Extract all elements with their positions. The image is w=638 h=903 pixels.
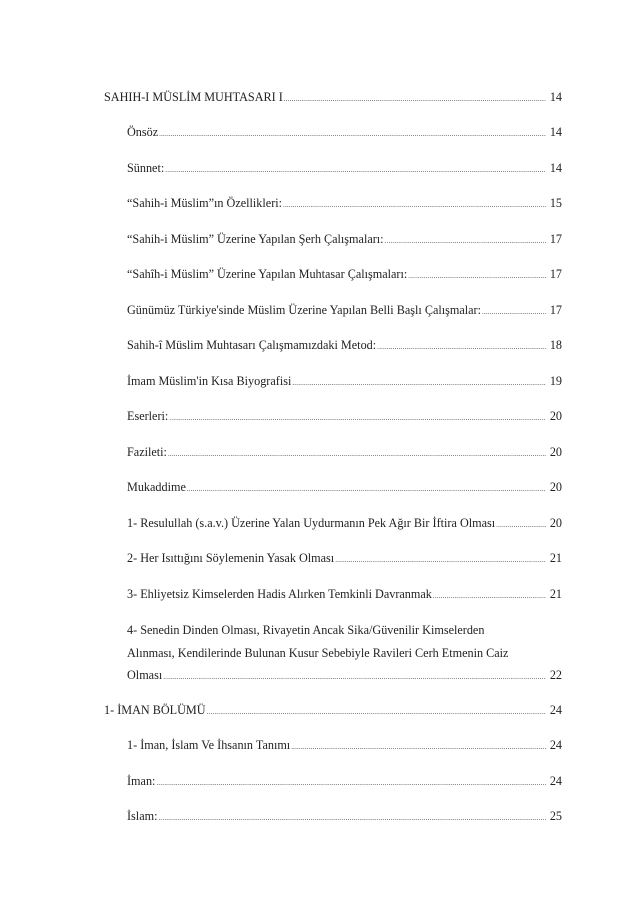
toc-entry-title: Önsöz [127, 125, 159, 139]
toc-entry[interactable] [127, 808, 562, 826]
toc-page-number: 20 [549, 445, 562, 459]
toc-entry[interactable] [127, 586, 562, 604]
toc-page-number: 20 [549, 516, 562, 530]
toc-entry[interactable] [127, 550, 562, 568]
toc-entry[interactable] [127, 302, 562, 320]
toc-page-number: 15 [549, 196, 562, 210]
toc-entry[interactable] [104, 702, 562, 720]
toc-entry-title: İman: [127, 774, 156, 788]
toc-page-number: 22 [549, 668, 562, 682]
toc-entry-title: 2- Her Isıttığını Söylemenin Yasak Olması [127, 551, 335, 565]
dot-leader [292, 375, 546, 391]
toc-page-number: 24 [549, 738, 562, 752]
toc-page-number: 14 [549, 90, 562, 104]
toc-entry-title-line: Olması [127, 668, 163, 682]
toc-entry-title: Günümüz Türkiye'sinde Müslim Üzerine Yapılan Belli Başlı Çalışmalar: [127, 303, 482, 317]
toc-page-number: 17 [549, 303, 562, 317]
dot-leader [159, 126, 546, 142]
toc-entry-title: “Sahih-i Müslim”ın Özellikleri: [127, 196, 283, 210]
toc-entry[interactable] [127, 231, 562, 249]
toc-entry-title: İslam: [127, 809, 158, 823]
toc-page-number: 25 [549, 809, 562, 823]
toc-page-number: 21 [549, 551, 562, 565]
dot-leader [433, 588, 546, 604]
toc-entry[interactable] [127, 124, 562, 142]
toc-page-number: 14 [549, 125, 562, 139]
dot-leader [482, 304, 546, 320]
toc-entry-title-line: 4- Senedin Dinden Olması, Rivayetin Ancak Sika/Güvenilir Kimselerden [127, 623, 485, 637]
toc-entry-title: Sünnet: [127, 161, 165, 175]
toc-page-number: 14 [549, 161, 562, 175]
dot-leader [284, 91, 546, 107]
toc-page-number: 20 [549, 480, 562, 494]
toc-entry-title: SAHIH-I MÜSLİM MUHTASARI I [104, 90, 283, 104]
dot-leader [496, 517, 546, 533]
toc-entry-title: Fazileti: [127, 445, 167, 459]
toc-page-number: 19 [549, 374, 562, 388]
toc-entry-title: İmam Müslim'in Kısa Biyografisi [127, 374, 292, 388]
toc-entry[interactable] [127, 408, 562, 426]
toc-entry[interactable] [127, 737, 562, 755]
toc-entry-title: “Sahîh-i Müslim” Üzerine Yapılan Muhtasar Çalışmaları: [127, 267, 408, 281]
toc-page-number: 21 [549, 587, 562, 601]
dot-leader [165, 162, 546, 178]
toc-entry-title: Sahih-î Müslim Muhtasarı Çalışmamızdaki Metod: [127, 338, 377, 352]
toc-entry-title: Eserleri: [127, 409, 169, 423]
dot-leader [169, 410, 546, 426]
dot-leader [168, 446, 546, 462]
dot-leader [158, 810, 546, 826]
dot-leader [207, 704, 546, 720]
toc-entry[interactable] [127, 773, 562, 791]
toc-entry[interactable] [127, 373, 562, 391]
dot-leader [283, 197, 546, 213]
toc-page-number: 20 [549, 409, 562, 423]
toc-entry[interactable] [127, 195, 562, 213]
toc-page-number: 17 [549, 267, 562, 281]
dot-leader [377, 339, 546, 355]
toc-page-number: 18 [549, 338, 562, 352]
toc-page-number: 17 [549, 232, 562, 246]
toc-page-number: 24 [549, 703, 562, 717]
toc-entry-last-line [127, 664, 562, 689]
toc-entry[interactable] [127, 160, 562, 178]
dot-leader [163, 666, 546, 689]
toc-entry-title: 1- İman, İslam Ve İhsanın Tanımı [127, 738, 291, 752]
toc-entry[interactable] [127, 515, 562, 533]
toc-entry[interactable] [104, 89, 562, 107]
toc-entry-title: 1- İMAN BÖLÜMÜ [104, 703, 206, 717]
toc-entry-title: Mukaddime [127, 480, 186, 494]
toc-entry[interactable] [127, 479, 562, 497]
toc-entry[interactable] [127, 266, 562, 284]
dot-leader [385, 233, 546, 249]
toc-entry[interactable] [127, 619, 562, 689]
dot-leader [335, 552, 546, 568]
dot-leader [408, 268, 546, 284]
toc-entry-title-line: Alınması, Kendilerinde Bulunan Kusur Sebebiyle Ravileri Cerh Etmenin Caiz [127, 645, 509, 660]
toc-entry-title: 1- Resulullah (s.a.v.) Üzerine Yalan Uydurmanın Pek Ağır Bir İftira Olması [127, 516, 496, 530]
toc-entry-title: “Sahih-i Müslim” Üzerine Yapılan Şerh Çalışmaları: [127, 232, 384, 246]
dot-leader [156, 775, 546, 791]
dot-leader [187, 481, 546, 497]
toc-entry[interactable] [127, 337, 562, 355]
dot-leader [291, 739, 546, 755]
toc-page-number: 24 [549, 774, 562, 788]
toc-entry[interactable] [127, 444, 562, 462]
toc-entry-title: 3- Ehliyetsiz Kimselerden Hadis Alırken Temkinli Davranmak [127, 587, 432, 601]
